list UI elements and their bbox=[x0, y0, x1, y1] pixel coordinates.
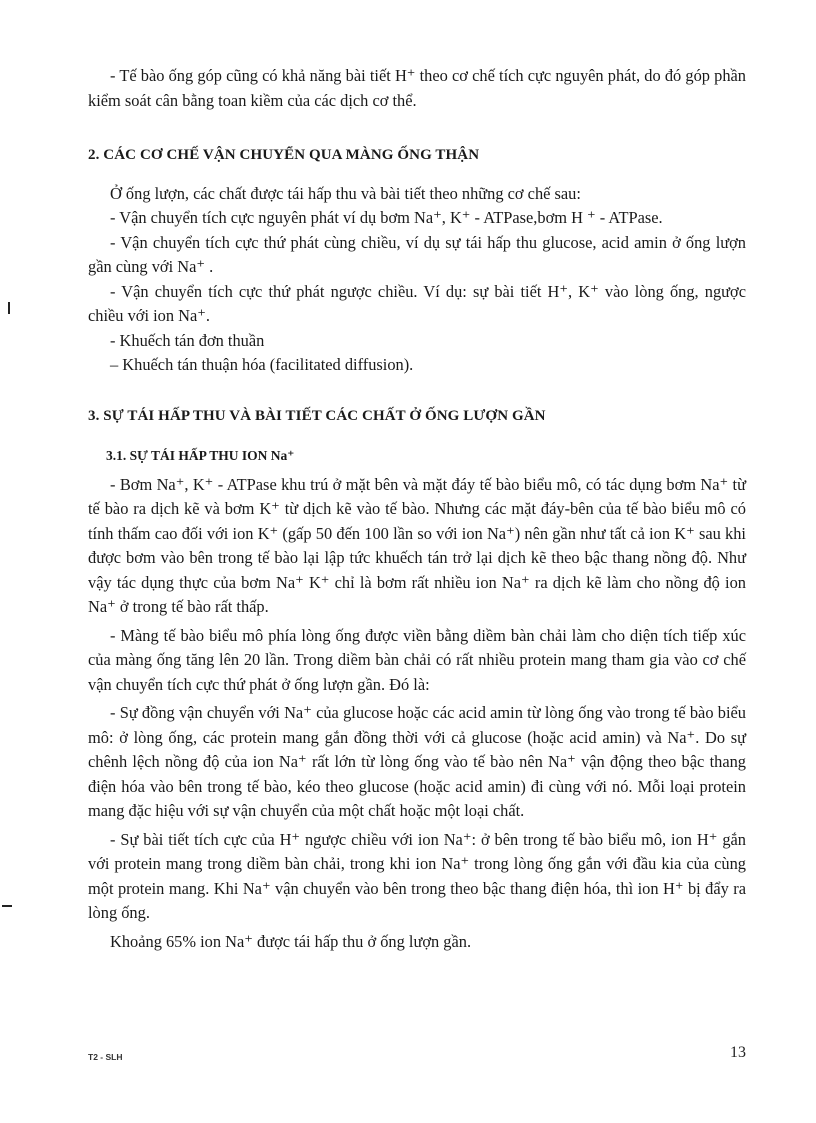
section-3-1-paragraph-4: - Sự bài tiết tích cực của H⁺ ngược chiều với ion Na⁺: ở bên trong tế bào biểu mô, ion H⁺ gắn với protein mang trong diềm bàn chải, trong khi ion Na⁺ trong lòng ống gắn với đầu kia của cùng một protein mang. Khi Na⁺ vận chuyển vào bên trong theo bậc thang điện hóa, thì ion H⁺ bị đẩy ra lòng ống. bbox=[88, 829, 746, 922]
section-3-1-paragraph-3: - Sự đồng vận chuyển với Na⁺ của glucose hoặc các acid amin từ lòng ống vào trong tế bào biểu mô: ở lòng ống, các protein mang gắn đồng thời với cả glucose (hoặc acid amin) và Na⁺. Do sự chênh lệch nồng độ của ion Na⁺ rất lớn từ lòng ống vào tế bào nên Na⁺ vận động theo bậc thang điện hóa vào bên trong tế bào, kéo theo glucose (hoặc acid amin) đi cùng với nó. Mỗi loại protein mang đặc hiệu với sự vận chuyển của một chất hoặc một loại chất. bbox=[88, 703, 746, 820]
footer-code: T2 - SLH bbox=[88, 1052, 123, 1062]
section-2-item-3: - Vận chuyển tích cực thứ phát ngược chiều. Ví dụ: sự bài tiết H⁺, K⁺ vào lòng ống, ngược chiều với ion Na⁺. bbox=[88, 281, 746, 325]
section-2-item-2: - Vận chuyển tích cực thứ phát cùng chiều, ví dụ sự tái hấp thu glucose, acid amin ở ống lượn gần cùng với Na⁺ . bbox=[88, 232, 746, 276]
paragraph-intro: - Tế bào ống góp cũng có khả năng bài tiết H⁺ theo cơ chế tích cực nguyên phát, do đó góp phần kiểm soát cân bằng toan kiềm của các dịch cơ thể. bbox=[88, 66, 746, 110]
section-3-1-paragraph-1: - Bơm Na⁺, K⁺ - ATPase khu trú ở mặt bên và mặt đáy tế bào biểu mô, có tác dụng bơm Na⁺ từ tế bào ra dịch kẽ và bơm K⁺ từ dịch kẽ vào tế bào. Nhưng các mặt đáy-bên của tế bào biểu mô có tính thấm cao đối với ion K⁺ (gấp 50 đến 100 lần so với ion Na⁺) nên gần như tất cả ion K⁺ sau khi được bơm vào bên trong tế bào lại lập tức khuếch tán trở lại dịch kẽ theo bậc thang nồng độ. Như vậy tác dụng thực của bơm Na⁺ K⁺ chỉ là bơm rất nhiều ion Na⁺ ra dịch kẽ làm cho nồng độ ion Na⁺ ở trong tế bào rất thấp. bbox=[88, 474, 746, 616]
section-2-item-4: - Khuếch tán đơn thuần bbox=[110, 330, 265, 350]
section-2-item-1: - Vận chuyển tích cực nguyên phát ví dụ bơm Na⁺, K⁺ - ATPase,bơm H ⁺ - ATPase. bbox=[110, 208, 663, 227]
section-2-intro: Ở ống lượn, các chất được tái hấp thu và bài tiết theo những cơ chế sau: bbox=[110, 183, 581, 203]
section-3-1-paragraph-2: - Màng tế bào biểu mô phía lòng ống được viền bằng diềm bàn chải làm cho diện tích tiếp xúc của màng ống tăng lên 20 lần. Trong diềm bàn chải có rất nhiều protein mang tham gia vào cơ chế vận chuyển tích cực thứ phát ở ống lượn gần. Đó là: bbox=[88, 625, 746, 694]
section-2-item-5: – Khuếch tán thuận hóa (facilitated diffusion). bbox=[110, 355, 414, 374]
section-3-1-heading: 3.1. SỰ TÁI HẤP THU ION Na⁺ bbox=[106, 448, 295, 463]
section-3-1-paragraph-5: Khoảng 65% ion Na⁺ được tái hấp thu ở ống lượn gần. bbox=[110, 931, 472, 951]
section-3-heading: 3. SỰ TÁI HẤP THU VÀ BÀI TIẾT CÁC CHẤT Ở ỐNG LƯỢN GẦN bbox=[88, 407, 546, 424]
page-number: 13 bbox=[730, 1044, 746, 1061]
scan-mark bbox=[2, 905, 12, 907]
scan-mark bbox=[8, 302, 10, 314]
page-body bbox=[88, 64, 746, 954]
section-2-heading: 2. CÁC CƠ CHẾ VẬN CHUYỂN QUA MÀNG ỐNG THẬN bbox=[88, 147, 480, 163]
